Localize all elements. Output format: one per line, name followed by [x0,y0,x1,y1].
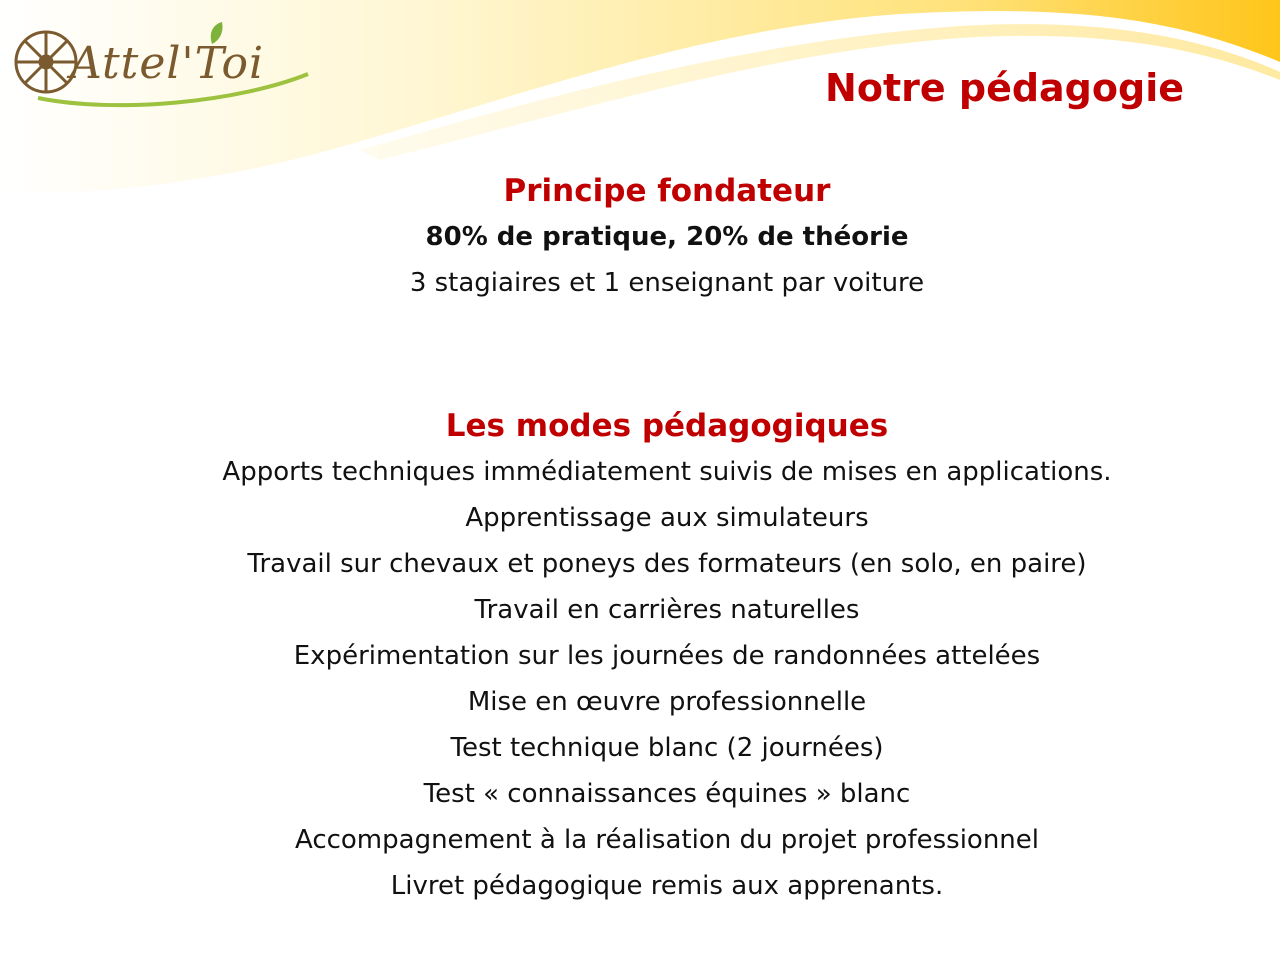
list-item: Test « connaissances équines » blanc [423,779,911,809]
page-title: Notre pédagogie [825,66,1184,110]
list-item: Travail en carrières naturelles [474,595,860,625]
list-item: Livret pédagogique remis aux apprenants. [390,871,944,901]
principle-line: 80% de pratique, 20% de théorie [425,222,909,252]
list-item: Test technique blanc (2 journées) [450,733,884,763]
list-item: Accompagnement à la réalisation du projet professionnel [294,825,1040,855]
logo-text: Attel'Toi [70,38,265,89]
modes-section [60,403,1274,909]
modes-heading: Les modes pédagogiques [445,408,889,444]
principle-heading: Principe fondateur [503,173,831,209]
list-item: Expérimentation sur les journées de randonnées attelées [293,641,1041,671]
list-item: Apprentissage aux simulateurs [465,503,869,533]
logo [8,18,328,108]
principle-line: 3 stagiaires et 1 enseignant par voiture [409,268,925,298]
list-item: Apports techniques immédiatement suivis de mises en applications. [222,457,1112,487]
principle-section [60,168,1274,306]
list-item: Travail sur chevaux et poneys des formateurs (en solo, en paire) [247,549,1087,579]
list-item: Mise en œuvre professionnelle [467,687,867,717]
